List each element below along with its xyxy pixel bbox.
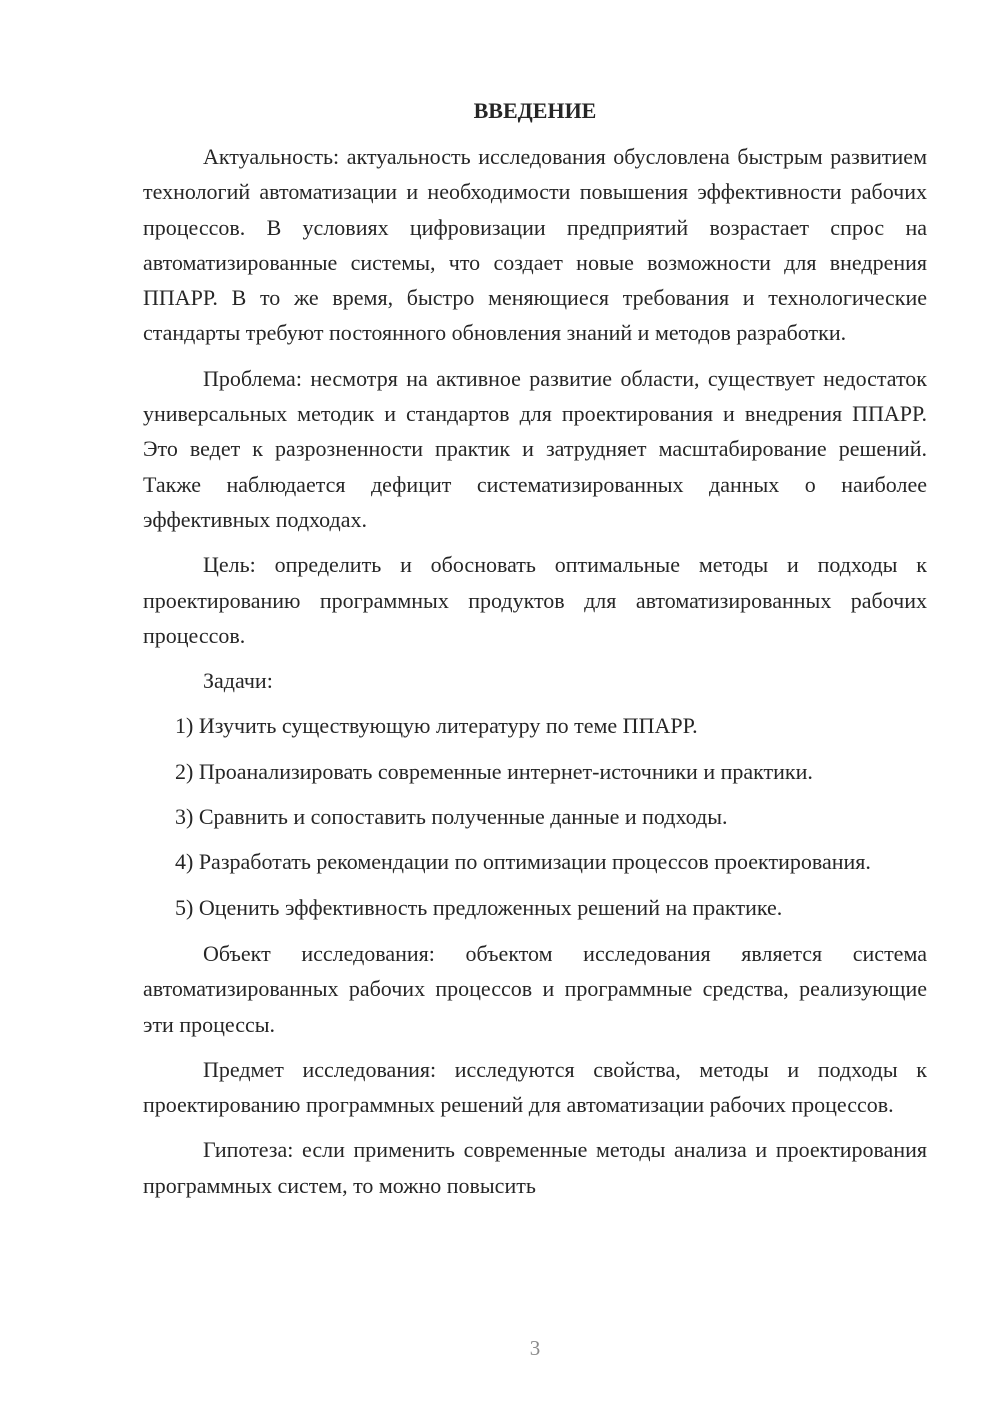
task-item-3: 3) Сравнить и сопоставить полученные данные и подходы.	[175, 804, 728, 830]
tasks-label: Задачи:	[203, 668, 273, 694]
paragraph-goal: Цель: определить и обосновать оптимальные методы и подходы к проектированию программных продуктов для автоматизированных рабочих процессов.	[143, 552, 927, 648]
task-item-4: 4) Разработать рекомендации по оптимизации процессов проектирования.	[175, 849, 871, 875]
page-number: 3	[529, 1336, 541, 1360]
task-item-2: 2) Проанализировать современные интернет-источники и практики.	[175, 758, 813, 784]
task-item-5: 5) Оценить эффективность предложенных решений на практике.	[175, 894, 783, 920]
paragraph-object: Объект исследования: объектом исследования является система автоматизированных рабочих процессов и программные средства, реализующие эти процессы.	[143, 940, 927, 1037]
paragraph-problem: Проблема: несмотря на активное развитие области, существует недостаток универсальных методик и стандартов для проектирования и внедрения ППАРР. Это ведет к разрозненности практик и затрудняет масштабирование решений. Также наблюдается дефицит систематизированных данных о наиболее эффективных подходах.	[143, 365, 927, 532]
document-body	[143, 93, 927, 1203]
paragraph-actuality: Актуальность: актуальность исследования обусловлена быстрым развитием технологий автоматизации и необходимости повышения эффективности рабочих процессов. В условиях цифровизации предприятий возрастает спрос на автоматизированные системы, что создает новые возможности для внедрения ППАРР. В то же время, быстро меняющиеся требования и технологические стандарты требуют постоянного обновления знаний и методов разработки.	[143, 144, 927, 346]
paragraph-subject: Предмет исследования: исследуются свойства, методы и подходы к проектированию программных решений для автоматизации рабочих процессов.	[143, 1056, 927, 1118]
section-heading: ВВЕДЕНИЕ	[473, 98, 597, 123]
task-item-1: 1) Изучить существующую литературу по теме ППАРР.	[175, 713, 698, 739]
paragraph-hypothesis: Гипотеза: если применить современные методы анализа и проектирования программных систем, то можно повысить	[143, 1137, 927, 1198]
